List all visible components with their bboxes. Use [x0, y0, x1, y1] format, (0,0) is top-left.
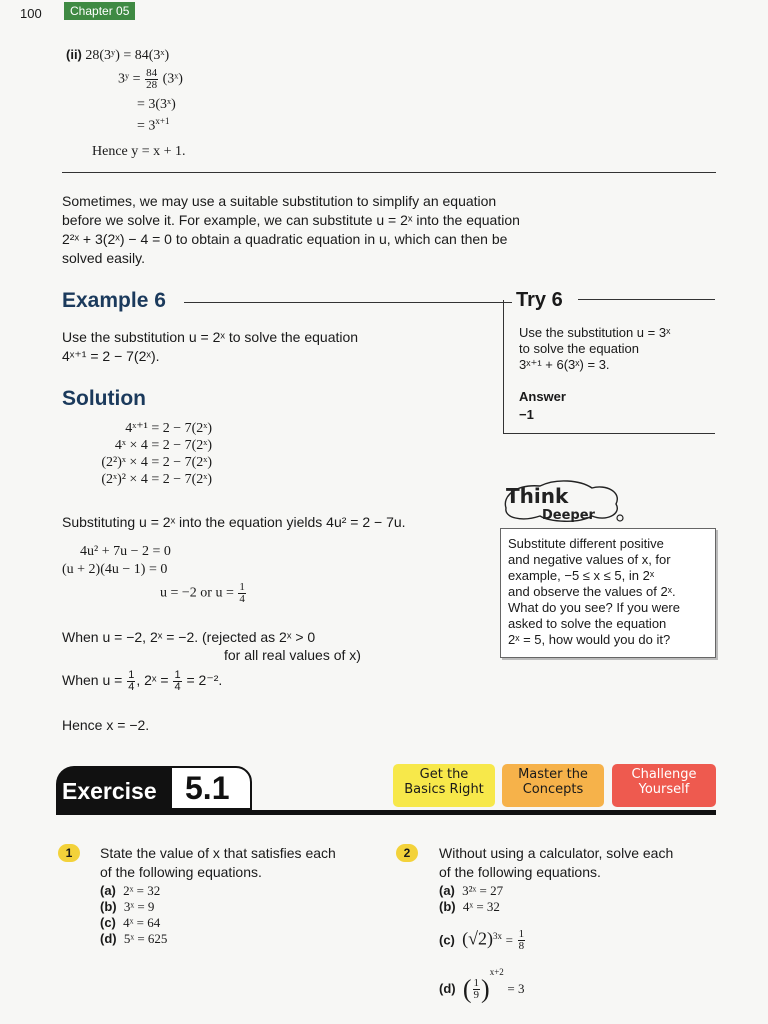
- paren-open: (: [462, 974, 472, 1004]
- fraction-one-quarter: [127, 670, 135, 693]
- frac-num: 84: [146, 67, 158, 79]
- frac-den: 4: [174, 681, 181, 693]
- think-title: Think: [506, 484, 569, 508]
- q1-part-d: (d) 5ˣ = 625: [100, 931, 168, 946]
- q1-text-line-1: State the value of x that satisfies each: [100, 845, 336, 861]
- q2-d-label: (d): [439, 981, 456, 996]
- level-basics-line-1: Get the: [419, 767, 469, 782]
- frac-den: 8: [518, 940, 525, 953]
- q2-c-base: (√2): [462, 928, 493, 949]
- level-master-line-2: Concepts: [522, 782, 584, 797]
- question-1: [100, 844, 336, 882]
- paren-close: ): [481, 974, 490, 1004]
- example-q-line-1: Use the substitution u = 2ˣ to solve the equation: [62, 329, 359, 345]
- quadratic-line-2: (u + 2)(4u − 1) = 0: [62, 562, 168, 577]
- level-challenge-line-1: Challenge: [631, 767, 697, 782]
- intro-line-1: Sometimes, we may use a suitable substitution to simplify an equation: [62, 193, 497, 209]
- q1-part-c: (c) 4ˣ = 64: [100, 915, 161, 930]
- part-line-3: = 3(3ˣ): [137, 97, 176, 112]
- solution-step-3: (2²)ˣ × 4 = 2 − 7(2ˣ): [101, 455, 212, 470]
- frac-num: 1: [518, 928, 525, 941]
- q2-part-a: (a) 3²ˣ = 27: [439, 883, 504, 898]
- fraction-84-28: [145, 68, 158, 91]
- roots-line: [160, 582, 247, 605]
- solution-title: Solution: [62, 387, 146, 410]
- q2-text-line-1: Without using a calculator, solve each: [439, 845, 674, 861]
- frac-den: 4: [128, 681, 135, 693]
- part-line-2-rhs: (3ˣ): [162, 71, 183, 87]
- q2-part-b: (b) 4ˣ = 32: [439, 899, 500, 914]
- exercise-number: 5.1: [185, 770, 230, 806]
- example-title: Example 6: [62, 289, 166, 312]
- intro-line-4: solved easily.: [62, 250, 146, 266]
- example-rule: [184, 302, 512, 303]
- intro-line-3: 2²ˣ + 3(2ˣ) − 4 = 0 to obtain a quadratic equation in u, which can then be: [62, 231, 508, 247]
- level-basics-line-2: Basics Right: [404, 782, 484, 797]
- example-q-line-2: 4ˣ⁺¹ = 2 − 7(2ˣ).: [62, 348, 160, 364]
- think-line-1: Substitute different positive: [508, 536, 664, 551]
- roots-text: u = −2 or u =: [160, 585, 234, 601]
- q1-parts: [100, 883, 167, 947]
- frac-num: 1: [473, 977, 480, 990]
- q2-d-exp: x+2: [489, 967, 504, 977]
- think-box: [500, 528, 716, 658]
- try-answer: −1: [519, 407, 534, 422]
- fraction-one-quarter: [173, 670, 181, 693]
- part-label: (ii): [66, 47, 82, 62]
- q2-text-line-2: of the following equations.: [439, 864, 601, 880]
- think-line-4: and observe the values of 2ˣ.: [508, 584, 676, 599]
- q1-part-a: (a) 2ˣ = 32: [100, 883, 161, 898]
- exercise-bar: [56, 810, 716, 815]
- question-number-2: 2: [396, 844, 418, 862]
- substituting-line: Substituting u = 2ˣ into the equation yields 4u² = 2 − 7u.: [62, 514, 406, 530]
- think-subtitle: Deeper: [542, 508, 595, 523]
- think-text: [501, 529, 715, 648]
- think-line-3: example, −5 ≤ x ≤ 5, in 2ˣ: [508, 568, 655, 583]
- quadratic-line-1: 4u² + 7u − 2 = 0: [80, 544, 171, 559]
- solution-step-1: 4ˣ⁺¹ = 2 − 7(2ˣ): [125, 421, 212, 436]
- q2-c-eq: =: [505, 932, 513, 948]
- part-line-1: 28(3ʸ) = 84(3ˣ): [85, 48, 170, 63]
- fraction-one-quarter: [238, 582, 246, 605]
- when2-end: = 2⁻².: [186, 672, 223, 689]
- try-box-left-border: [503, 300, 504, 434]
- try-q-line-3: 3ˣ⁺¹ + 6(3ˣ) = 3.: [519, 357, 610, 372]
- frac-den: 4: [239, 593, 245, 605]
- fraction-one-eighth: [518, 929, 526, 952]
- fraction-one-ninth: [473, 978, 481, 1001]
- try-q-line-1: Use the substitution u = 3ˣ: [519, 325, 671, 340]
- think-line-7: 2ˣ = 5, how would you do it?: [508, 632, 671, 647]
- exercise-label: Exercise: [62, 778, 157, 804]
- try-box-bottom-border: [503, 433, 715, 434]
- try-rule: [578, 299, 715, 300]
- q1-part-b: (b) 3ˣ = 9: [100, 899, 155, 914]
- question-number-1: 1: [58, 844, 80, 862]
- question-2: [439, 844, 673, 882]
- try-q-line-2: to solve the equation: [519, 341, 639, 356]
- part-line-4-exp: x+1: [155, 116, 170, 126]
- intro-paragraph: [62, 192, 520, 268]
- intro-line-2: before we solve it. For example, we can substitute u = 2ˣ into the equation: [62, 212, 520, 228]
- when-line-1b: for all real values of x): [224, 647, 361, 663]
- part-ii: [66, 46, 169, 64]
- try-title: Try 6: [516, 289, 563, 311]
- level-badge-basics: [393, 764, 495, 807]
- frac-num: 1: [174, 669, 181, 681]
- try-question: [519, 325, 670, 373]
- when2-mid: , 2ˣ =: [136, 672, 169, 689]
- q2-c-exp: 3x: [493, 931, 502, 941]
- when-line-1: When u = −2, 2ˣ = −2. (rejected as 2ˣ > 0: [62, 629, 316, 645]
- part-line-2-lhs: 3ʸ =: [118, 71, 141, 87]
- q2-part-c: [439, 928, 526, 952]
- try-answer-label: Answer: [519, 389, 566, 404]
- level-master-line-1: Master the: [518, 767, 588, 782]
- frac-num: 1: [128, 669, 135, 681]
- example-question: [62, 328, 358, 366]
- chapter-tag: Chapter 05: [64, 2, 135, 20]
- page-number: 100: [20, 6, 42, 21]
- q2-c-label: (c): [439, 932, 455, 948]
- part-line-4-base: = 3: [137, 118, 156, 134]
- think-line-2: and negative values of x, for: [508, 552, 671, 567]
- level-badge-challenge: [612, 764, 716, 807]
- part-line-4: [137, 113, 169, 135]
- frac-den: 28: [146, 79, 158, 91]
- part-hence: Hence y = x + 1.: [92, 144, 186, 159]
- solution-steps: [62, 420, 212, 488]
- think-line-5: What do you see? If you were: [508, 600, 680, 615]
- section-divider: [62, 172, 716, 173]
- solution-step-2: 4ˣ × 4 = 2 − 7(2ˣ): [114, 438, 212, 453]
- frac-num: 1: [239, 581, 245, 593]
- part-line-2: [118, 68, 183, 91]
- when-line-2: [62, 670, 222, 693]
- q2-part-d: [439, 964, 525, 1004]
- when2-pre: When u =: [62, 672, 123, 689]
- level-challenge-line-2: Yourself: [638, 782, 690, 797]
- solution-hence: Hence x = −2.: [62, 717, 150, 733]
- frac-den: 9: [473, 989, 480, 1002]
- level-badge-master: [502, 764, 604, 807]
- think-line-6: asked to solve the equation: [508, 616, 667, 631]
- q2-parts-ab: [439, 883, 503, 915]
- q1-text-line-2: of the following equations.: [100, 864, 262, 880]
- solution-step-4: (2ˣ)² × 4 = 2 − 7(2ˣ): [101, 472, 212, 487]
- q2-d-eq: = 3: [507, 981, 525, 996]
